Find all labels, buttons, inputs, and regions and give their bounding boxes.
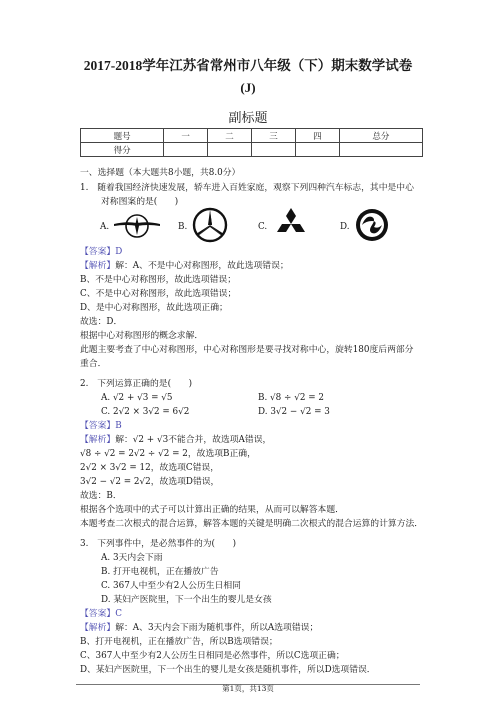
q3-analysis-line: C、367人中至少有2人公历生日相同是必然事件，所以C选项正确； [80,651,345,661]
score-table-header-row [81,129,423,143]
score-header-cell: 总分 [339,129,422,143]
score-header-cell: 二 [208,129,252,143]
q2-analysis-line: √8 ÷ √2 = 2√2 ÷ √2 = 2，故选项B正确， [80,449,256,459]
car-logo-a-icon [112,212,162,240]
score-row-label: 得分 [81,143,164,157]
score-cell [339,143,422,157]
q3-option: A. 3天内会下雨 [101,553,163,563]
analysis-tag: 【解析】 [80,261,116,271]
q1-analysis-line: 重合． [80,359,107,369]
q2-analysis-line: 根据各个选项中的式子可以计算出正确的结果，从而可以解答本题． [80,505,344,515]
q3-option: C. 367人中至少有2人公历生日相同 [101,581,241,591]
score-cell [295,143,339,157]
page-number: 第1页，共13页 [222,684,274,693]
document-subtitle: 副标题 [228,111,268,126]
q1-option-c-label: C. [258,222,268,232]
q1-analysis-line: C、不是中心对称图形，故此选项错误； [80,289,237,299]
score-header-cell: 一 [164,129,208,143]
score-header-cell: 四 [295,129,339,143]
score-header-cell: 三 [251,129,295,143]
score-cell [251,143,295,157]
q1-option-a-label: A. [100,222,110,232]
analysis-text: 解：A、3天内会下雨为随机事件，所以A选项错误； [115,623,319,633]
document-title-suffix: (J) [240,80,256,95]
q1-option-d-label: D. [340,222,350,232]
q1-analysis-line: 根据中心对称图形的概念求解． [80,331,204,341]
score-cell [208,143,252,157]
q3-option: D. 某妇产医院里，下一个出生的婴儿是女孩 [101,595,272,605]
q1-analysis [80,259,289,273]
analysis-tag: 【解析】 [80,623,116,633]
q3-analysis [80,621,318,635]
q1-analysis-line: 故选：D． [80,317,123,327]
q3-option: B. 打开电视机，正在播放广告 [101,567,219,577]
q3-analysis-line: D、某妇产医院里，下一个出生的婴儿是女孩是随机事件，所以D选项错误． [80,665,376,675]
q1-answer: 【答案】D [80,247,123,257]
car-logo-b-icon [192,207,228,243]
q2-option-b: B. √8 ÷ √2 = 2 [258,393,324,403]
q3-answer: 【答案】C [80,609,122,619]
q1-option-b-label: B. [178,222,188,232]
q2-analysis-line: 2√2 × 3√2 = 12，故选项C错误， [80,463,220,473]
score-cell [164,143,208,157]
car-logo-d-icon [354,207,390,243]
analysis-tag: 【解析】 [80,435,116,445]
score-header-cell: 题号 [81,129,164,143]
q1-stem-line2: 对称图案的是( ) [101,197,179,207]
q3-stem: 3. 下列事件中，是必然事件的为( ) [80,539,237,549]
q1-analysis-line: B、不是中心对称图形，故此选项错误； [80,275,237,285]
q2-analysis-line: 本题考查二次根式的混合运算，解答本题的关键是明确二次根式的混合运算的计算方法． [80,519,424,529]
q3-analysis-line: B、打开电视机，正在播放广告，所以B选项错误； [80,637,278,647]
q2-analysis-line: 故选：B． [80,491,122,501]
q2-analysis [80,433,271,447]
q1-analysis-line: 此题主要考查了中心对称图形，中心对称图形是要寻找对称中心，旋转180度后两部分 [80,345,414,355]
analysis-text: 解：√2 + √3不能合并，故选项A错误， [115,435,272,445]
q2-option-c: C. 2√2 × 3√2 = 6√2 [101,407,190,417]
car-logo-c-icon [274,207,308,239]
section-heading: 一、选择题（本大题共8小题，共8.0分） [80,168,241,178]
q2-stem: 2. 下列运算正确的是( ) [80,379,193,389]
analysis-text: 解：A、不是中心对称图形，故此选项错误； [115,261,289,271]
score-table [80,128,423,157]
q2-analysis-line: 3√2 − √2 = 2√2，故选项D错误， [80,477,220,487]
q1-stem-line1: 1. 随着我国经济快速发展，轿车进入百姓家庭，观察下列四种汽车标志，其中是中心 [80,183,414,193]
score-table-score-row [81,143,423,157]
document-title: 2017-2018学年江苏省常州市八年级（下）期末数学试卷 [83,58,413,73]
q1-analysis-line: D、是中心对称图形，故此选项正确； [80,303,228,313]
q2-answer: 【答案】B [80,421,122,431]
q2-option-a: A. √2 + √3 = √5 [101,393,173,403]
q2-option-d: D. 3√2 − √2 = 3 [258,407,330,417]
